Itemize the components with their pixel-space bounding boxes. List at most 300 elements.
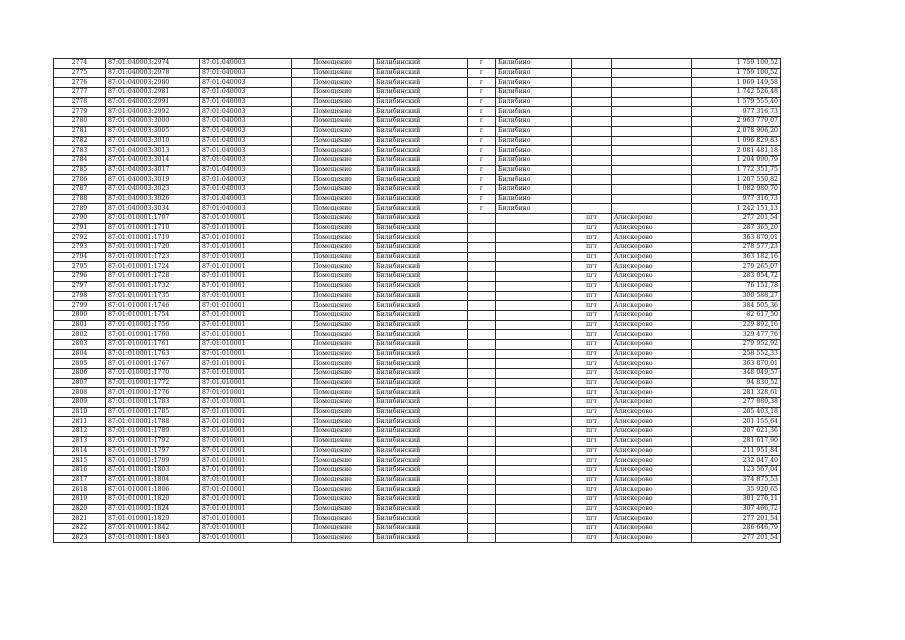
settlement-name-cell: Алискерово bbox=[612, 475, 692, 485]
cadastral-number-cell: 87:01:010001:1763 bbox=[106, 349, 200, 359]
city-name-cell: Билибино bbox=[496, 59, 572, 69]
locality-type-city-cell bbox=[468, 388, 496, 398]
settlement-name-cell: Алискерово bbox=[612, 427, 692, 437]
city-name-cell bbox=[496, 465, 572, 475]
settlement-name-cell: Алискерово bbox=[612, 398, 692, 408]
locality-type-settlement-cell: пгт bbox=[572, 427, 612, 437]
table-row bbox=[54, 504, 781, 514]
row-number-cell: 2807 bbox=[54, 378, 106, 388]
city-name-cell: Билибино bbox=[496, 107, 572, 117]
table-row bbox=[54, 417, 781, 427]
cadastral-value-cell: 281 328,61 bbox=[692, 388, 781, 398]
locality-type-city-cell: г bbox=[468, 59, 496, 69]
cadastral-number-cell: 87:01:010001:1746 bbox=[106, 301, 200, 311]
locality-type-settlement-cell: пгт bbox=[572, 446, 612, 456]
locality-type-settlement-cell bbox=[572, 136, 612, 146]
settlement-name-cell: Алискерово bbox=[612, 330, 692, 340]
table-row bbox=[54, 107, 781, 117]
locality-type-settlement-cell: пгт bbox=[572, 417, 612, 427]
locality-type-settlement-cell bbox=[572, 117, 612, 127]
row-number-cell: 2777 bbox=[54, 88, 106, 98]
object-type-cell: Помещение bbox=[292, 465, 374, 475]
object-type-cell: Помещение bbox=[292, 107, 374, 117]
cadastral-value-cell: 286 646,79 bbox=[692, 524, 781, 534]
district-cell: Билибинский bbox=[374, 281, 468, 291]
table-row bbox=[54, 291, 781, 301]
district-cell: Билибинский bbox=[374, 446, 468, 456]
object-type-cell: Помещение bbox=[292, 485, 374, 495]
row-number-cell: 2802 bbox=[54, 330, 106, 340]
cadastral-number-cell: 87:01:010001:1820 bbox=[106, 494, 200, 504]
locality-type-settlement-cell: пгт bbox=[572, 252, 612, 262]
table-row bbox=[54, 378, 781, 388]
locality-type-city-cell: г bbox=[468, 136, 496, 146]
district-cell: Билибинский bbox=[374, 398, 468, 408]
cadastral-number-cell: 87:01:010001:1761 bbox=[106, 339, 200, 349]
district-cell: Билибинский bbox=[374, 233, 468, 243]
object-type-cell: Помещение bbox=[292, 369, 374, 379]
row-number-cell: 2815 bbox=[54, 456, 106, 466]
cadastral-number-cell: 87:01:010001:1829 bbox=[106, 514, 200, 524]
cadastral-quarter-cell: 87:01:010001 bbox=[200, 465, 292, 475]
district-cell: Билибинский bbox=[374, 533, 468, 543]
settlement-name-cell: Алискерово bbox=[612, 272, 692, 282]
cadastral-number-cell: 87:01:010001:1783 bbox=[106, 398, 200, 408]
city-name-cell: Билибино bbox=[496, 165, 572, 175]
object-type-cell: Помещение bbox=[292, 407, 374, 417]
object-type-cell: Помещение bbox=[292, 291, 374, 301]
locality-type-city-cell bbox=[468, 504, 496, 514]
cadastral-value-cell: 1 082 980,70 bbox=[692, 184, 781, 194]
city-name-cell: Билибино bbox=[496, 97, 572, 107]
row-number-cell: 2785 bbox=[54, 165, 106, 175]
settlement-name-cell bbox=[612, 97, 692, 107]
city-name-cell bbox=[496, 301, 572, 311]
city-name-cell bbox=[496, 369, 572, 379]
cadastral-value-cell: 277 201,54 bbox=[692, 214, 781, 224]
city-name-cell bbox=[496, 262, 572, 272]
city-name-cell bbox=[496, 485, 572, 495]
cadastral-quarter-cell: 87:01:010001 bbox=[200, 456, 292, 466]
cadastral-quarter-cell: 87:01:010001 bbox=[200, 436, 292, 446]
object-type-cell: Помещение bbox=[292, 310, 374, 320]
cadastral-number-cell: 87:01:010001:1804 bbox=[106, 475, 200, 485]
district-cell: Билибинский bbox=[374, 504, 468, 514]
locality-type-settlement-cell: пгт bbox=[572, 330, 612, 340]
object-type-cell: Помещение bbox=[292, 155, 374, 165]
row-number-cell: 2789 bbox=[54, 204, 106, 214]
cadastral-value-cell: 201 155,64 bbox=[692, 417, 781, 427]
cadastral-quarter-cell: 87:01:010001 bbox=[200, 533, 292, 543]
table-row bbox=[54, 349, 781, 359]
locality-type-settlement-cell bbox=[572, 204, 612, 214]
row-number-cell: 2808 bbox=[54, 388, 106, 398]
row-number-cell: 2794 bbox=[54, 252, 106, 262]
row-number-cell: 2783 bbox=[54, 146, 106, 156]
table-row bbox=[54, 136, 781, 146]
cadastral-value-cell: 287 365,20 bbox=[692, 223, 781, 233]
cadastral-value-cell: 281 617,90 bbox=[692, 436, 781, 446]
cadastral-value-cell: 1 204 090,79 bbox=[692, 155, 781, 165]
settlement-name-cell: Алискерово bbox=[612, 388, 692, 398]
cadastral-value-cell: 1 579 555,40 bbox=[692, 97, 781, 107]
city-name-cell: Билибино bbox=[496, 194, 572, 204]
district-cell: Билибинский bbox=[374, 485, 468, 495]
row-number-cell: 2799 bbox=[54, 301, 106, 311]
city-name-cell bbox=[496, 398, 572, 408]
district-cell: Билибинский bbox=[374, 310, 468, 320]
object-type-cell: Помещение bbox=[292, 262, 374, 272]
cadastral-quarter-cell: 87:01:010001 bbox=[200, 417, 292, 427]
settlement-name-cell bbox=[612, 126, 692, 136]
cadastral-quarter-cell: 87:01:010001 bbox=[200, 398, 292, 408]
locality-type-city-cell bbox=[468, 252, 496, 262]
district-cell: Билибинский bbox=[374, 204, 468, 214]
row-number-cell: 2811 bbox=[54, 417, 106, 427]
settlement-name-cell: Алискерово bbox=[612, 339, 692, 349]
object-type-cell: Помещение bbox=[292, 68, 374, 78]
object-type-cell: Помещение bbox=[292, 184, 374, 194]
table-row bbox=[54, 427, 781, 437]
cadastral-quarter-cell: 87:01:010001 bbox=[200, 446, 292, 456]
object-type-cell: Помещение bbox=[292, 330, 374, 340]
object-type-cell: Помещение bbox=[292, 504, 374, 514]
locality-type-settlement-cell bbox=[572, 107, 612, 117]
cadastral-value-cell: 211 951,84 bbox=[692, 446, 781, 456]
locality-type-city-cell bbox=[468, 446, 496, 456]
object-type-cell: Помещение bbox=[292, 223, 374, 233]
settlement-name-cell: Алискерово bbox=[612, 446, 692, 456]
settlement-name-cell: Алискерово bbox=[612, 504, 692, 514]
city-name-cell bbox=[496, 378, 572, 388]
cadastral-value-cell: 329 477,76 bbox=[692, 330, 781, 340]
district-cell: Билибинский bbox=[374, 359, 468, 369]
cadastral-quarter-cell: 87:01:040003 bbox=[200, 68, 292, 78]
table-row bbox=[54, 155, 781, 165]
row-number-cell: 2790 bbox=[54, 214, 106, 224]
locality-type-settlement-cell: пгт bbox=[572, 369, 612, 379]
cadastral-quarter-cell: 87:01:040003 bbox=[200, 136, 292, 146]
district-cell: Билибинский bbox=[374, 214, 468, 224]
row-number-cell: 2810 bbox=[54, 407, 106, 417]
row-number-cell: 2792 bbox=[54, 233, 106, 243]
locality-type-settlement-cell: пгт bbox=[572, 436, 612, 446]
city-name-cell bbox=[496, 494, 572, 504]
cadastral-number-cell: 87:01:010001:1789 bbox=[106, 427, 200, 437]
locality-type-city-cell bbox=[468, 485, 496, 495]
locality-type-city-cell: г bbox=[468, 107, 496, 117]
cadastral-number-cell: 87:01:040003:3005 bbox=[106, 126, 200, 136]
table-row bbox=[54, 194, 781, 204]
district-cell: Билибинский bbox=[374, 417, 468, 427]
object-type-cell: Помещение bbox=[292, 475, 374, 485]
locality-type-city-cell bbox=[468, 223, 496, 233]
cadastral-number-cell: 87:01:040003:3017 bbox=[106, 165, 200, 175]
cadastral-value-cell: 977 316,73 bbox=[692, 194, 781, 204]
table-row bbox=[54, 485, 781, 495]
cadastral-quarter-cell: 87:01:010001 bbox=[200, 252, 292, 262]
locality-type-city-cell bbox=[468, 398, 496, 408]
cadastral-number-cell: 87:01:010001:1842 bbox=[106, 524, 200, 534]
city-name-cell bbox=[496, 504, 572, 514]
cadastral-quarter-cell: 87:01:010001 bbox=[200, 330, 292, 340]
row-number-cell: 2787 bbox=[54, 184, 106, 194]
city-name-cell bbox=[496, 436, 572, 446]
cadastral-quarter-cell: 87:01:040003 bbox=[200, 88, 292, 98]
cadastral-number-cell: 87:01:010001:1724 bbox=[106, 262, 200, 272]
locality-type-settlement-cell: пгт bbox=[572, 243, 612, 253]
cadastral-value-cell: 232 047,40 bbox=[692, 456, 781, 466]
locality-type-city-cell bbox=[468, 494, 496, 504]
object-type-cell: Помещение bbox=[292, 514, 374, 524]
cadastral-quarter-cell: 87:01:010001 bbox=[200, 320, 292, 330]
table-row bbox=[54, 88, 781, 98]
cadastral-value-cell: 279 265,07 bbox=[692, 262, 781, 272]
district-cell: Билибинский bbox=[374, 436, 468, 446]
cadastral-quarter-cell: 87:01:040003 bbox=[200, 59, 292, 69]
district-cell: Билибинский bbox=[374, 107, 468, 117]
table-row bbox=[54, 359, 781, 369]
settlement-name-cell bbox=[612, 59, 692, 69]
locality-type-city-cell bbox=[468, 475, 496, 485]
row-number-cell: 2795 bbox=[54, 262, 106, 272]
cadastral-quarter-cell: 87:01:040003 bbox=[200, 78, 292, 88]
cadastral-quarter-cell: 87:01:040003 bbox=[200, 165, 292, 175]
locality-type-settlement-cell bbox=[572, 175, 612, 185]
cadastral-number-cell: 87:01:040003:2974 bbox=[106, 59, 200, 69]
city-name-cell bbox=[496, 243, 572, 253]
district-cell: Билибинский bbox=[374, 155, 468, 165]
cadastral-number-cell: 87:01:010001:1707 bbox=[106, 214, 200, 224]
cadastral-quarter-cell: 87:01:010001 bbox=[200, 281, 292, 291]
settlement-name-cell: Алискерово bbox=[612, 407, 692, 417]
locality-type-city-cell bbox=[468, 330, 496, 340]
locality-type-settlement-cell: пгт bbox=[572, 272, 612, 282]
district-cell: Билибинский bbox=[374, 97, 468, 107]
settlement-name-cell: Алискерово bbox=[612, 291, 692, 301]
cadastral-quarter-cell: 87:01:040003 bbox=[200, 126, 292, 136]
settlement-name-cell: Алискерово bbox=[612, 485, 692, 495]
cadastral-number-cell: 87:01:040003:2980 bbox=[106, 78, 200, 88]
city-name-cell bbox=[496, 456, 572, 466]
locality-type-settlement-cell bbox=[572, 59, 612, 69]
table-row bbox=[54, 301, 781, 311]
locality-type-settlement-cell: пгт bbox=[572, 262, 612, 272]
row-number-cell: 2801 bbox=[54, 320, 106, 330]
settlement-name-cell: Алискерово bbox=[612, 465, 692, 475]
cadastral-number-cell: 87:01:040003:2991 bbox=[106, 97, 200, 107]
cadastral-number-cell: 87:01:040003:2981 bbox=[106, 88, 200, 98]
settlement-name-cell: Алискерово bbox=[612, 233, 692, 243]
object-type-cell: Помещение bbox=[292, 136, 374, 146]
city-name-cell bbox=[496, 233, 572, 243]
locality-type-settlement-cell: пгт bbox=[572, 223, 612, 233]
row-number-cell: 2803 bbox=[54, 339, 106, 349]
object-type-cell: Помещение bbox=[292, 59, 374, 69]
district-cell: Билибинский bbox=[374, 291, 468, 301]
locality-type-city-cell: г bbox=[468, 184, 496, 194]
cadastral-number-cell: 87:01:010001:1843 bbox=[106, 533, 200, 543]
row-number-cell: 2800 bbox=[54, 310, 106, 320]
locality-type-city-cell bbox=[468, 310, 496, 320]
cadastral-value-cell: 363 182,16 bbox=[692, 252, 781, 262]
cadastral-value-cell: 307 466,72 bbox=[692, 504, 781, 514]
table-row bbox=[54, 339, 781, 349]
settlement-name-cell bbox=[612, 175, 692, 185]
city-name-cell bbox=[496, 252, 572, 262]
object-type-cell: Помещение bbox=[292, 494, 374, 504]
cadastral-quarter-cell: 87:01:010001 bbox=[200, 272, 292, 282]
object-type-cell: Помещение bbox=[292, 233, 374, 243]
district-cell: Билибинский bbox=[374, 88, 468, 98]
cadastral-value-cell: 1 742 526,48 bbox=[692, 88, 781, 98]
cadastral-value-cell: 2 078 906,20 bbox=[692, 126, 781, 136]
table-row bbox=[54, 262, 781, 272]
cadastral-quarter-cell: 87:01:040003 bbox=[200, 107, 292, 117]
cadastral-value-cell: 1 096 829,83 bbox=[692, 136, 781, 146]
object-type-cell: Помещение bbox=[292, 427, 374, 437]
locality-type-settlement-cell bbox=[572, 97, 612, 107]
object-type-cell: Помещение bbox=[292, 378, 374, 388]
city-name-cell: Билибино bbox=[496, 184, 572, 194]
city-name-cell bbox=[496, 339, 572, 349]
settlement-name-cell bbox=[612, 136, 692, 146]
cadastral-value-cell: 363 870,01 bbox=[692, 359, 781, 369]
row-number-cell: 2823 bbox=[54, 533, 106, 543]
locality-type-settlement-cell: пгт bbox=[572, 485, 612, 495]
locality-type-settlement-cell: пгт bbox=[572, 310, 612, 320]
locality-type-city-cell bbox=[468, 359, 496, 369]
city-name-cell: Билибино bbox=[496, 126, 572, 136]
city-name-cell bbox=[496, 475, 572, 485]
table-row bbox=[54, 475, 781, 485]
district-cell: Билибинский bbox=[374, 68, 468, 78]
row-number-cell: 2813 bbox=[54, 436, 106, 446]
locality-type-settlement-cell bbox=[572, 88, 612, 98]
locality-type-settlement-cell: пгт bbox=[572, 359, 612, 369]
table-row bbox=[54, 233, 781, 243]
cadastral-number-cell: 87:01:010001:1770 bbox=[106, 369, 200, 379]
city-name-cell: Билибино bbox=[496, 175, 572, 185]
cadastral-number-cell: 87:01:010001:1754 bbox=[106, 310, 200, 320]
row-number-cell: 2797 bbox=[54, 281, 106, 291]
cadastral-number-cell: 87:01:010001:1732 bbox=[106, 281, 200, 291]
cadastral-value-cell: 300 588,27 bbox=[692, 291, 781, 301]
locality-type-settlement-cell: пгт bbox=[572, 533, 612, 543]
object-type-cell: Помещение bbox=[292, 301, 374, 311]
locality-type-settlement-cell: пгт bbox=[572, 524, 612, 534]
district-cell: Билибинский bbox=[374, 378, 468, 388]
locality-type-settlement-cell bbox=[572, 78, 612, 88]
cadastral-number-cell: 87:01:010001:1788 bbox=[106, 417, 200, 427]
district-cell: Билибинский bbox=[374, 223, 468, 233]
row-number-cell: 2774 bbox=[54, 59, 106, 69]
cadastral-quarter-cell: 87:01:010001 bbox=[200, 233, 292, 243]
table-row bbox=[54, 223, 781, 233]
settlement-name-cell bbox=[612, 194, 692, 204]
cadastral-value-cell: 283 054,72 bbox=[692, 272, 781, 282]
locality-type-city-cell bbox=[468, 243, 496, 253]
cadastral-value-cell: 278 577,23 bbox=[692, 243, 781, 253]
cadastral-quarter-cell: 87:01:040003 bbox=[200, 175, 292, 185]
city-name-cell bbox=[496, 349, 572, 359]
cadastral-value-cell: 363 870,01 bbox=[692, 233, 781, 243]
settlement-name-cell: Алискерово bbox=[612, 243, 692, 253]
locality-type-city-cell: г bbox=[468, 126, 496, 136]
object-type-cell: Помещение bbox=[292, 204, 374, 214]
locality-type-settlement-cell bbox=[572, 68, 612, 78]
row-number-cell: 2791 bbox=[54, 223, 106, 233]
city-name-cell: Билибино bbox=[496, 155, 572, 165]
locality-type-city-cell bbox=[468, 349, 496, 359]
table-row bbox=[54, 175, 781, 185]
cadastral-quarter-cell: 87:01:010001 bbox=[200, 310, 292, 320]
locality-type-city-cell bbox=[468, 456, 496, 466]
object-type-cell: Помещение bbox=[292, 243, 374, 253]
object-type-cell: Помещение bbox=[292, 88, 374, 98]
object-type-cell: Помещение bbox=[292, 349, 374, 359]
district-cell: Билибинский bbox=[374, 165, 468, 175]
district-cell: Билибинский bbox=[374, 465, 468, 475]
cadastral-number-cell: 87:01:040003:3019 bbox=[106, 175, 200, 185]
district-cell: Билибинский bbox=[374, 369, 468, 379]
row-number-cell: 2776 bbox=[54, 78, 106, 88]
table-row bbox=[54, 97, 781, 107]
cadastral-number-cell: 87:01:040003:3010 bbox=[106, 136, 200, 146]
table-row bbox=[54, 252, 781, 262]
cadastral-number-cell: 87:01:010001:1760 bbox=[106, 330, 200, 340]
city-name-cell bbox=[496, 223, 572, 233]
cadastral-quarter-cell: 87:01:010001 bbox=[200, 427, 292, 437]
table-row bbox=[54, 165, 781, 175]
cadastral-value-cell: 76 151,78 bbox=[692, 281, 781, 291]
cadastral-quarter-cell: 87:01:040003 bbox=[200, 97, 292, 107]
district-cell: Билибинский bbox=[374, 330, 468, 340]
city-name-cell bbox=[496, 533, 572, 543]
settlement-name-cell: Алискерово bbox=[612, 223, 692, 233]
locality-type-city-cell bbox=[468, 233, 496, 243]
object-type-cell: Помещение bbox=[292, 417, 374, 427]
district-cell: Билибинский bbox=[374, 475, 468, 485]
city-name-cell bbox=[496, 446, 572, 456]
cadastral-value-cell: 1 069 149,58 bbox=[692, 78, 781, 88]
cadastral-quarter-cell: 87:01:010001 bbox=[200, 407, 292, 417]
cadastral-quarter-cell: 87:01:010001 bbox=[200, 223, 292, 233]
locality-type-city-cell: г bbox=[468, 155, 496, 165]
locality-type-city-cell bbox=[468, 301, 496, 311]
object-type-cell: Помещение bbox=[292, 339, 374, 349]
cadastral-quarter-cell: 87:01:010001 bbox=[200, 369, 292, 379]
row-number-cell: 2784 bbox=[54, 155, 106, 165]
district-cell: Билибинский bbox=[374, 514, 468, 524]
settlement-name-cell: Алискерово bbox=[612, 417, 692, 427]
table-row bbox=[54, 398, 781, 408]
cadastral-number-cell: 87:01:040003:2992 bbox=[106, 107, 200, 117]
cadastral-value-cell: 301 276,11 bbox=[692, 494, 781, 504]
cadastral-number-cell: 87:01:010001:1806 bbox=[106, 485, 200, 495]
locality-type-city-cell bbox=[468, 369, 496, 379]
row-number-cell: 2817 bbox=[54, 475, 106, 485]
city-name-cell bbox=[496, 514, 572, 524]
locality-type-city-cell: г bbox=[468, 204, 496, 214]
cadastral-quarter-cell: 87:01:010001 bbox=[200, 291, 292, 301]
row-number-cell: 2820 bbox=[54, 504, 106, 514]
cadastral-quarter-cell: 87:01:040003 bbox=[200, 184, 292, 194]
locality-type-city-cell: г bbox=[468, 97, 496, 107]
locality-type-settlement-cell: пгт bbox=[572, 349, 612, 359]
district-cell: Билибинский bbox=[374, 175, 468, 185]
district-cell: Билибинский bbox=[374, 146, 468, 156]
